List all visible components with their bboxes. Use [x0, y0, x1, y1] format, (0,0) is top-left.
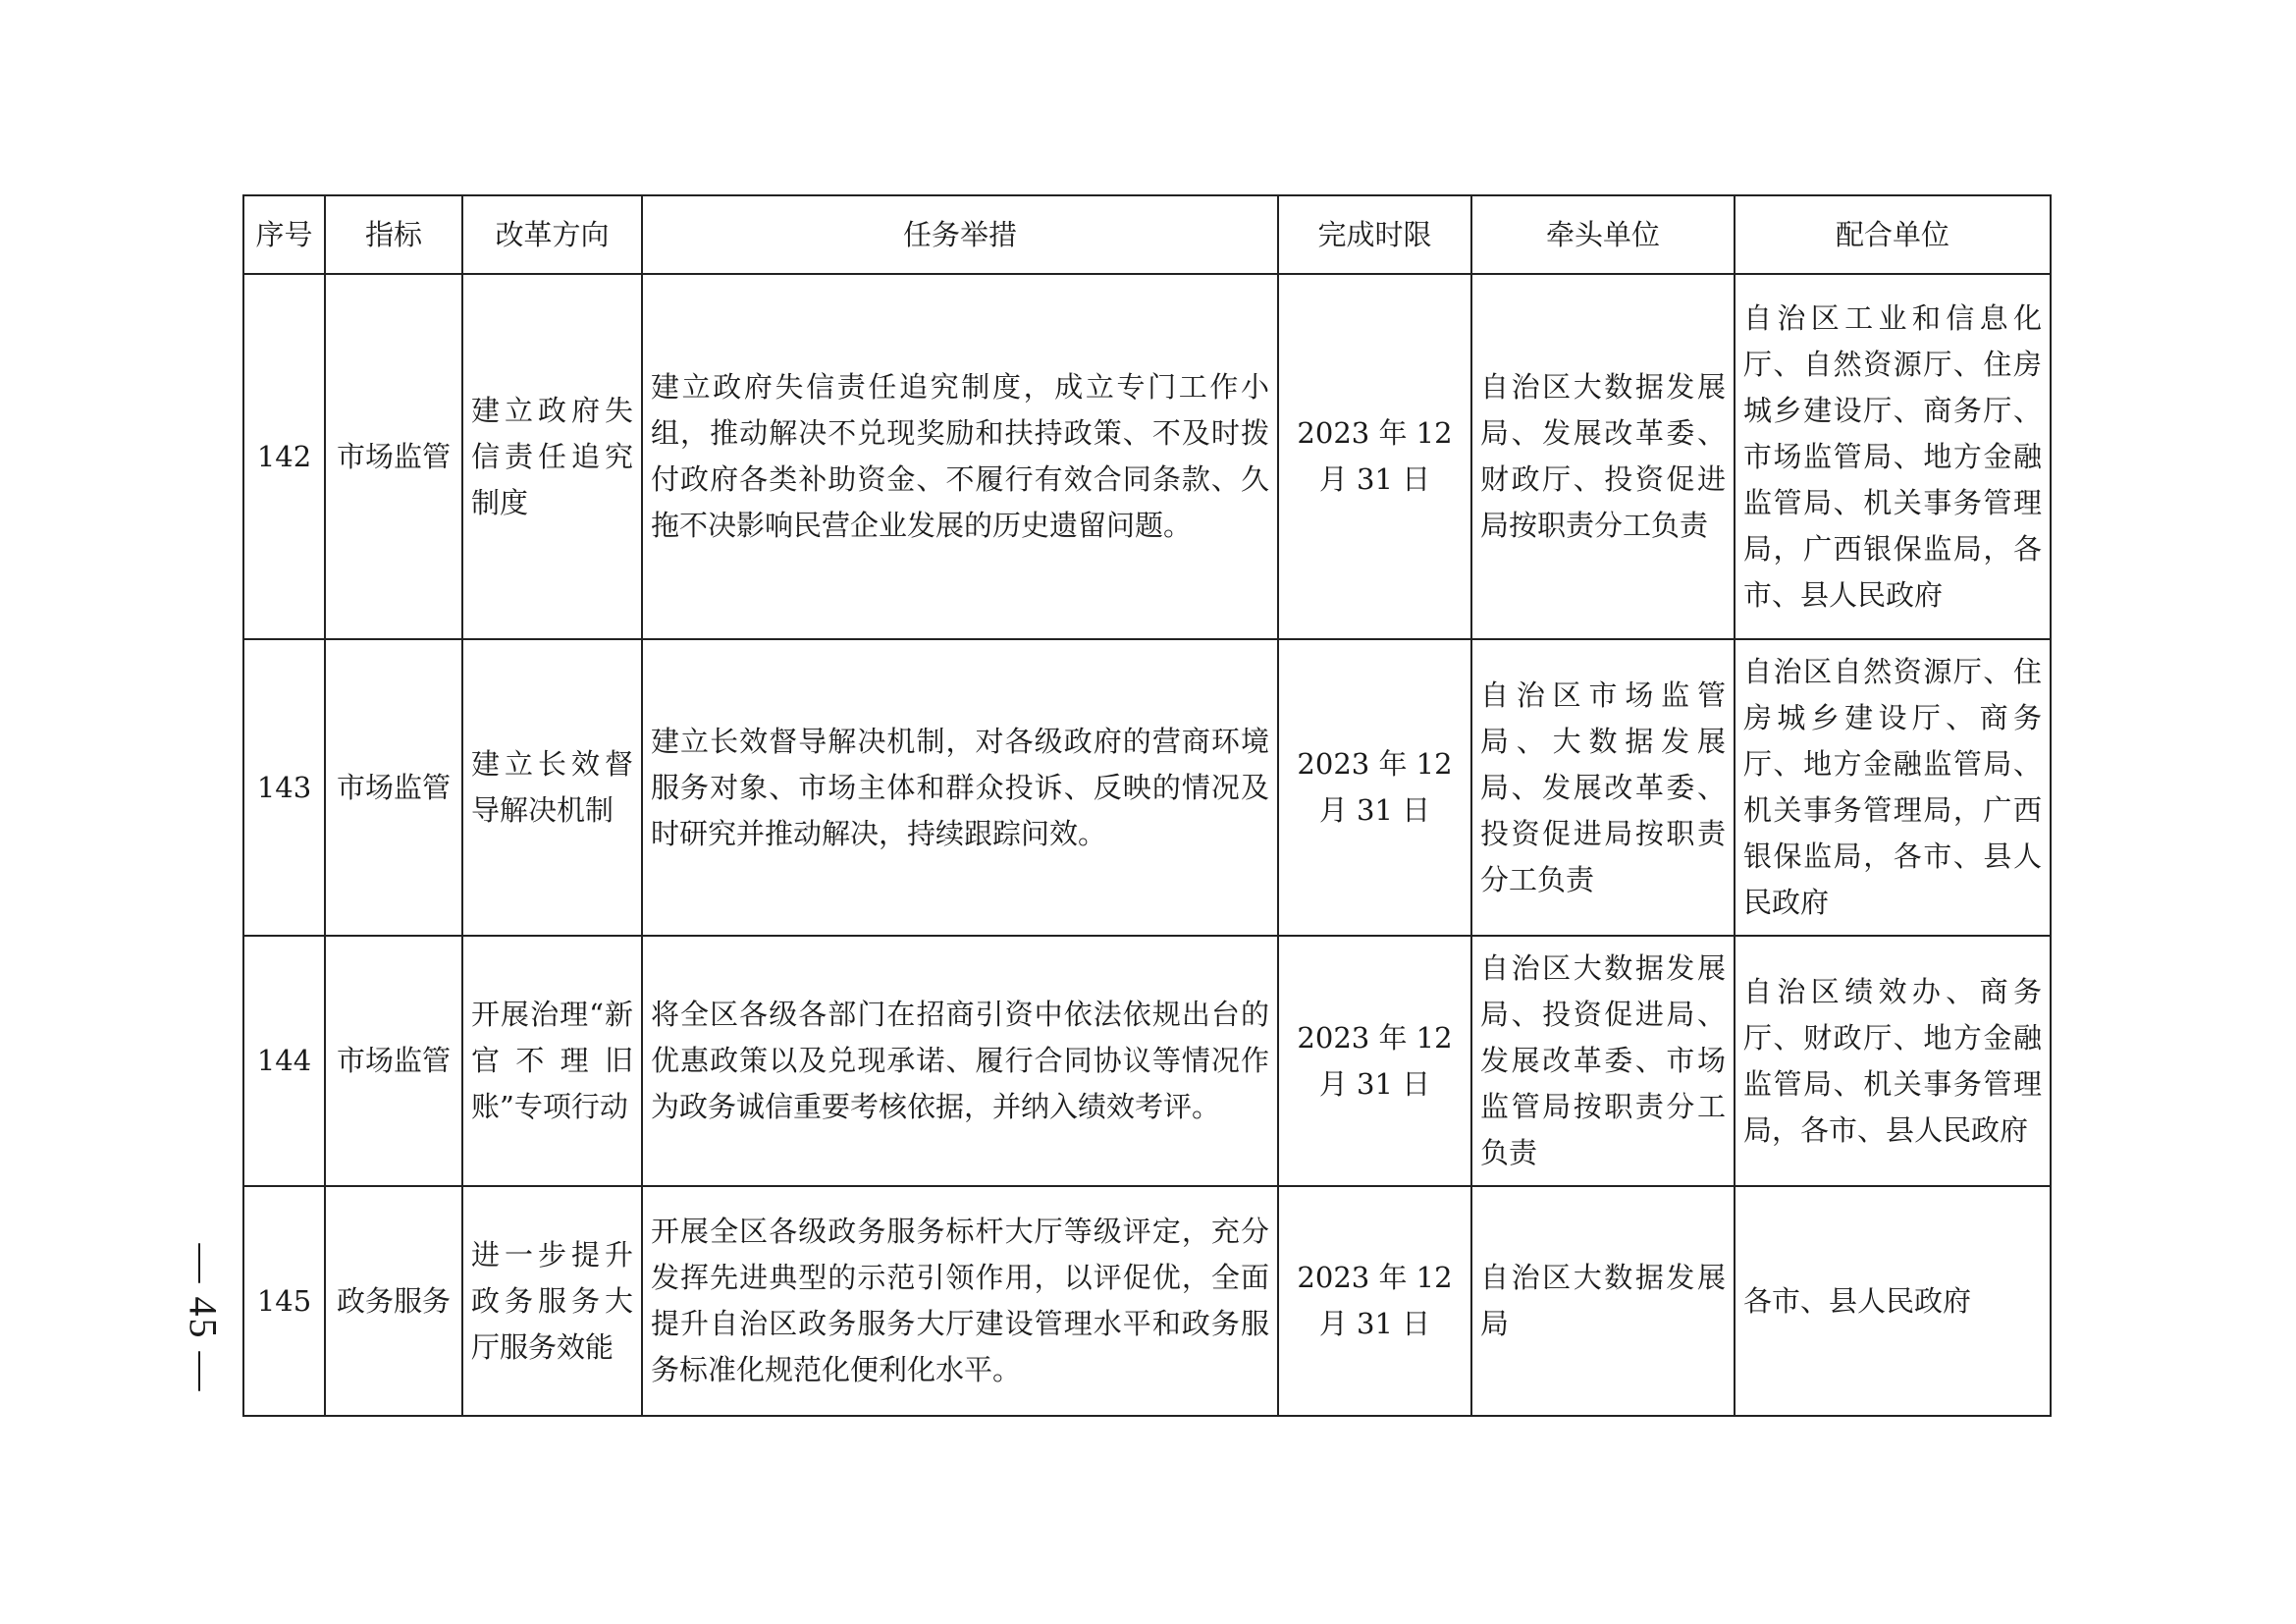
cell-task-measures: 建立政府失信责任追究制度，成立专门工作小组，推动解决不兑现奖励和扶持政策、不及时拨付政府各类补助资金、不履行有效合同条款、久拖不决影响民营企业发展的历史遗留问题。	[642, 274, 1278, 639]
cell-reform-direction: 开展治理“新官不理旧账”专项行动	[462, 936, 642, 1186]
cell-deadline: 2023 年 12 月 31 日	[1278, 936, 1471, 1186]
cell-cooperating-units: 自治区绩效办、商务厅、财政厅、地方金融监管局、机关事务管理局，各市、县人民政府	[1735, 936, 2051, 1186]
table-row	[243, 639, 2051, 936]
cell-indicator: 市场监管	[325, 936, 462, 1186]
cell-reform-direction: 建立政府失信责任追究制度	[462, 274, 642, 639]
header-indicator: 指标	[325, 195, 462, 274]
cell-cooperating-units: 自治区工业和信息化厅、自然资源厅、住房城乡建设厅、商务厅、市场监管局、地方金融监管局、机关事务管理局，广西银保监局，各市、县人民政府	[1735, 274, 2051, 639]
cell-lead-unit: 自治区大数据发展局、投资促进局、发展改革委、市场监管局按职责分工负责	[1471, 936, 1735, 1186]
cell-indicator: 市场监管	[325, 274, 462, 639]
header-task-measures: 任务举措	[642, 195, 1278, 274]
cell-cooperating-units: 自治区自然资源厅、住房城乡建设厅、商务厅、地方金融监管局、机关事务管理局，广西银保监局，各市、县人民政府	[1735, 639, 2051, 936]
cell-cooperating-units: 各市、县人民政府	[1735, 1186, 2051, 1416]
cell-serial-number: 142	[243, 274, 325, 639]
table-row	[243, 274, 2051, 639]
header-lead-unit: 牵头单位	[1471, 195, 1735, 274]
header-reform-direction: 改革方向	[462, 195, 642, 274]
header-deadline: 完成时限	[1278, 195, 1471, 274]
cell-serial-number: 144	[243, 936, 325, 1186]
cell-indicator: 政务服务	[325, 1186, 462, 1416]
cell-task-measures: 将全区各级各部门在招商引资中依法依规出台的优惠政策以及兑现承诺、履行合同协议等情况作为政务诚信重要考核依据，并纳入绩效考评。	[642, 936, 1278, 1186]
cell-serial-number: 145	[243, 1186, 325, 1416]
cell-deadline: 2023 年 12 月 31 日	[1278, 1186, 1471, 1416]
cell-indicator: 市场监管	[325, 639, 462, 936]
table-row	[243, 936, 2051, 1186]
cell-lead-unit: 自治区大数据发展局、发展改革委、财政厅、投资促进局按职责分工负责	[1471, 274, 1735, 639]
table-header-row	[243, 195, 2051, 274]
task-table	[242, 194, 2052, 1417]
table-row	[243, 1186, 2051, 1416]
header-cooperating-units: 配合单位	[1735, 195, 2051, 274]
cell-task-measures: 建立长效督导解决机制，对各级政府的营商环境服务对象、市场主体和群众投诉、反映的情况及时研究并推动解决，持续跟踪问效。	[642, 639, 1278, 936]
cell-reform-direction: 建立长效督导解决机制	[462, 639, 642, 936]
cell-lead-unit: 自治区市场监管局、大数据发展局、发展改革委、投资促进局按职责分工负责	[1471, 639, 1735, 936]
cell-deadline: 2023 年 12 月 31 日	[1278, 274, 1471, 639]
cell-deadline: 2023 年 12 月 31 日	[1278, 639, 1471, 936]
cell-task-measures: 开展全区各级政务服务标杆大厅等级评定，充分发挥先进典型的示范引领作用，以评促优，全面提升自治区政务服务大厅建设管理水平和政务服务标准化规范化便利化水平。	[642, 1186, 1278, 1416]
header-serial-number: 序号	[243, 195, 325, 274]
page-number	[169, 1239, 238, 1396]
cell-lead-unit: 自治区大数据发展局	[1471, 1186, 1735, 1416]
cell-reform-direction: 进一步提升政务服务大厅服务效能	[462, 1186, 642, 1416]
cell-serial-number: 143	[243, 639, 325, 936]
page-number-text: — 45 —	[181, 1243, 226, 1392]
